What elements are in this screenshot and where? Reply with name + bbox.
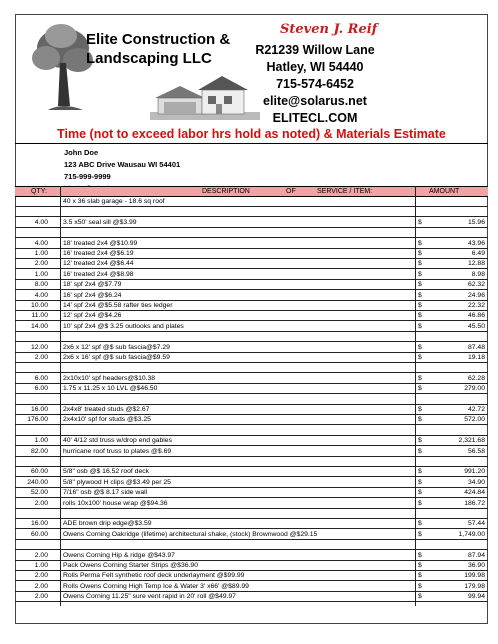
row-description: 2x4x10' spf for studs @$3.25 [63, 416, 151, 424]
row-qty: 14.00 [30, 322, 48, 330]
row-currency: $ [418, 582, 422, 590]
row-qty: 4.00 [34, 291, 48, 299]
row-qty: 6.00 [34, 374, 48, 382]
row-currency: $ [418, 572, 422, 580]
row-amount: 36.90 [467, 562, 485, 569]
row-qty: 2.00 [34, 572, 48, 580]
row-description: 18' spf 2x4 @$7.79 [63, 281, 122, 289]
row-description: rolls 10x100' house wrap @$94.36 [63, 499, 168, 507]
table-row [15, 467, 488, 477]
row-amount: 24.96 [467, 291, 485, 299]
row-amount: 87.48 [467, 343, 485, 351]
row-currency: $ [418, 260, 422, 268]
table-row [15, 551, 488, 561]
row-currency: $ [418, 447, 422, 455]
table-row [15, 207, 488, 217]
row-currency: $ [418, 343, 422, 351]
row-currency: $ [418, 374, 422, 382]
table-row [15, 311, 488, 321]
table-row [15, 374, 488, 384]
row-qty: 240.00 [27, 478, 48, 486]
row-amount: 186.72 [464, 499, 485, 507]
row-amount: 34.90 [467, 478, 485, 486]
row-currency: $ [418, 250, 422, 257]
row-description: 3.5 x50' seal sill @$3.99 [63, 218, 137, 226]
phone: 715-574-6452 [276, 77, 354, 91]
row-currency: $ [418, 593, 422, 601]
table-row [15, 519, 488, 529]
table-row [15, 415, 488, 425]
row-qty: 2.00 [34, 354, 48, 361]
col-service: SERVICE / ITEM: [317, 188, 373, 195]
row-amount: 87.94 [467, 551, 485, 559]
col-of: OF [286, 188, 296, 195]
email: elite@solarus.net [263, 94, 367, 108]
table-row [15, 561, 488, 571]
row-qty: 10.00 [30, 302, 48, 309]
row-description: Owens Corning 11.25" sure vent rapid in 20' roll @$49.97 [63, 593, 236, 601]
row-qty: 60.00 [30, 468, 48, 476]
row-amount: 22.32 [467, 302, 485, 309]
row-description: 5/8" plywood H clips @$3.49 per 25 [63, 478, 171, 486]
row-description: Owens Corning Hip & ridge @$43.97 [63, 551, 175, 559]
row-amount: 46.86 [467, 312, 485, 320]
table-row [15, 571, 488, 581]
row-description: Rolls Owens Corning High Temp Ice & Water 3' x66' @$89.99 [63, 582, 249, 590]
client-phone: 715-999-9999 [64, 172, 111, 181]
contact-block [250, 42, 380, 127]
row-description: 7/16" osb @$ 8.17 side wall [63, 489, 148, 497]
table-row [15, 332, 488, 342]
row-qty: 1.00 [34, 562, 48, 569]
table-row [15, 239, 488, 249]
row-description: ADE brown drip edge@$3.59 [63, 520, 152, 528]
row-amount: 199.98 [464, 572, 485, 580]
row-description: hurricane roof truss to plates @$.69 [63, 447, 172, 455]
table-row [15, 509, 488, 519]
divider [15, 143, 488, 144]
row-description: 14' spf 2x4 @$5.58 rafter ties ledger [63, 302, 173, 309]
row-amount: 12.88 [467, 260, 485, 268]
table-row [15, 384, 488, 394]
table-header [15, 186, 488, 197]
row-description: 40 x 36 slab garage - 18.6 sq roof [63, 198, 165, 205]
row-amount: 179.98 [464, 582, 485, 590]
city: Hatley, WI 54440 [266, 60, 364, 74]
row-amount: 99.94 [467, 593, 485, 601]
row-qty: 1.00 [34, 270, 48, 278]
table-row [15, 259, 488, 269]
row-currency: $ [418, 302, 422, 309]
row-qty: 2.00 [34, 593, 48, 601]
row-qty: 12.00 [30, 343, 48, 351]
table-row [15, 322, 488, 332]
row-currency: $ [418, 281, 422, 289]
row-qty: 4.00 [34, 218, 48, 226]
company-name-line2: Landscaping LLC [86, 50, 212, 67]
table-row [15, 280, 488, 290]
row-currency: $ [418, 562, 422, 569]
row-qty: 60.00 [30, 530, 48, 538]
client-address: 123 ABC Drive Wausau WI 54401 [64, 160, 181, 169]
row-description: 16' spf 2x4 @$6.24 [63, 291, 122, 299]
table-row [15, 353, 488, 363]
row-description: Rolls Perma Felt synthetic roof deck underlayment @$99.99 [63, 572, 245, 580]
website: ELITECL.COM [272, 111, 358, 125]
signature: Steven J. Reif [280, 22, 378, 37]
table-row [15, 457, 488, 467]
row-currency: $ [418, 312, 422, 320]
client-name: John Doe [64, 148, 99, 157]
table-row [15, 249, 488, 259]
company-name-line1: Elite Construction & [86, 31, 231, 48]
row-description: 16' treated 2x4 @$6.19 [63, 250, 134, 257]
row-currency: $ [418, 385, 422, 393]
row-description: 2x10x10' spf headers@$10.38 [63, 374, 156, 382]
row-currency: $ [418, 354, 422, 361]
company-name [86, 30, 230, 68]
row-currency: $ [418, 530, 422, 538]
row-description: 16' treated 2x4 @$8.98 [63, 270, 134, 278]
row-currency: $ [418, 270, 422, 278]
table-row [15, 436, 488, 446]
row-qty: 2.00 [34, 582, 48, 590]
row-description: 1.75 x 11.25 x 10 LVL @$46.50 [63, 385, 158, 393]
row-description: 10' spf 2x4 @$ 3.25 outlooks and plates [63, 322, 184, 330]
table-row [15, 426, 488, 436]
row-qty: 6.00 [34, 385, 48, 393]
row-currency: $ [418, 489, 422, 497]
row-qty: 2.00 [34, 260, 48, 268]
table-row [15, 488, 488, 498]
row-currency: $ [418, 239, 422, 247]
row-amount: 62.32 [467, 281, 485, 289]
row-amount: 57.44 [467, 520, 485, 528]
row-amount: 6.49 [471, 250, 485, 257]
row-description: Pack Owens Corning Starter Strips @$36.90 [63, 562, 198, 569]
row-description: 2x4x8' treated studs @$2.67 [63, 406, 150, 413]
table-row [15, 270, 488, 280]
col-qty: QTY: [31, 188, 47, 195]
row-description: Owens Corning Oakridge (lifetime) architectural shake, (stock) Brownwood @$29.15 [63, 530, 318, 538]
row-qty: 52.00 [30, 489, 48, 497]
row-currency: $ [418, 468, 422, 476]
row-amount: 43.96 [467, 239, 485, 247]
row-qty: 82.00 [30, 447, 48, 455]
table-row [15, 301, 488, 311]
row-currency: $ [418, 218, 422, 226]
row-qty: 2.00 [34, 499, 48, 507]
row-amount: 424.84 [464, 489, 485, 497]
row-qty: 1.00 [34, 437, 48, 445]
row-amount: 62.28 [467, 374, 485, 382]
row-description: 40' 4/12 std truss w/drop end gables [63, 437, 172, 445]
row-amount: 19.18 [467, 354, 485, 361]
table-row [15, 395, 488, 405]
row-description: 2x6 x 12' spf @$ sub fascia@$7.29 [63, 343, 170, 351]
row-amount: 45.50 [467, 322, 485, 330]
row-qty: 176.00 [27, 416, 48, 424]
row-description: 12' spf 2x4 @$4.26 [63, 312, 122, 320]
row-amount: 1,749.00 [458, 530, 485, 538]
row-currency: $ [418, 551, 422, 559]
house-icon [150, 72, 260, 120]
row-qty: 11.00 [31, 312, 48, 320]
table-row [15, 228, 488, 238]
row-currency: $ [418, 416, 422, 424]
table-row [15, 499, 488, 509]
row-currency: $ [418, 406, 422, 413]
table-row [15, 447, 488, 457]
row-description: 18' treated 2x4 @$10.99 [63, 239, 138, 247]
table-row [15, 218, 488, 228]
row-qty: 2.00 [34, 551, 48, 559]
row-amount: 15.96 [467, 218, 485, 226]
table-row [15, 530, 488, 540]
table-row [15, 197, 488, 207]
row-currency: $ [418, 520, 422, 528]
street: R21239 Willow Lane [255, 43, 375, 57]
row-amount: 991.20 [464, 468, 485, 476]
table-row [15, 291, 488, 301]
col-amount: AMOUNT [429, 188, 460, 195]
row-currency: $ [418, 499, 422, 507]
table-row [15, 478, 488, 488]
row-currency: $ [418, 322, 422, 330]
table-row [15, 343, 488, 353]
row-description: 2x6 x 16' spf @$ sub fascia@$9.59 [63, 354, 170, 361]
row-qty: 4.00 [34, 239, 48, 247]
row-qty: 16.00 [30, 520, 48, 528]
row-qty: 1.00 [34, 250, 48, 257]
row-amount: 42.72 [467, 406, 485, 413]
table-row [15, 592, 488, 602]
row-currency: $ [418, 478, 422, 486]
row-currency: $ [418, 437, 422, 445]
table-row [15, 405, 488, 415]
row-amount: 2,321.68 [458, 437, 485, 445]
row-amount: 56.58 [467, 447, 485, 455]
row-description: 12' treated 2x4 @$6.44 [63, 260, 134, 268]
row-amount: 8.98 [471, 270, 485, 278]
table-row [15, 582, 488, 592]
table-row [15, 363, 488, 373]
row-amount: 279.00 [464, 385, 485, 393]
row-qty: 8.00 [34, 281, 48, 289]
row-amount: 572.00 [464, 416, 485, 424]
estimate-headline: Time (not to exceed labor hrs hold as noted) & Materials Estimate [57, 127, 446, 141]
table-row [15, 540, 488, 550]
row-qty: 16.00 [30, 406, 48, 413]
row-description: 5/8" osb @$ 16.52 roof deck [63, 468, 150, 476]
col-description: DESCRIPTION [202, 188, 250, 195]
row-currency: $ [418, 291, 422, 299]
